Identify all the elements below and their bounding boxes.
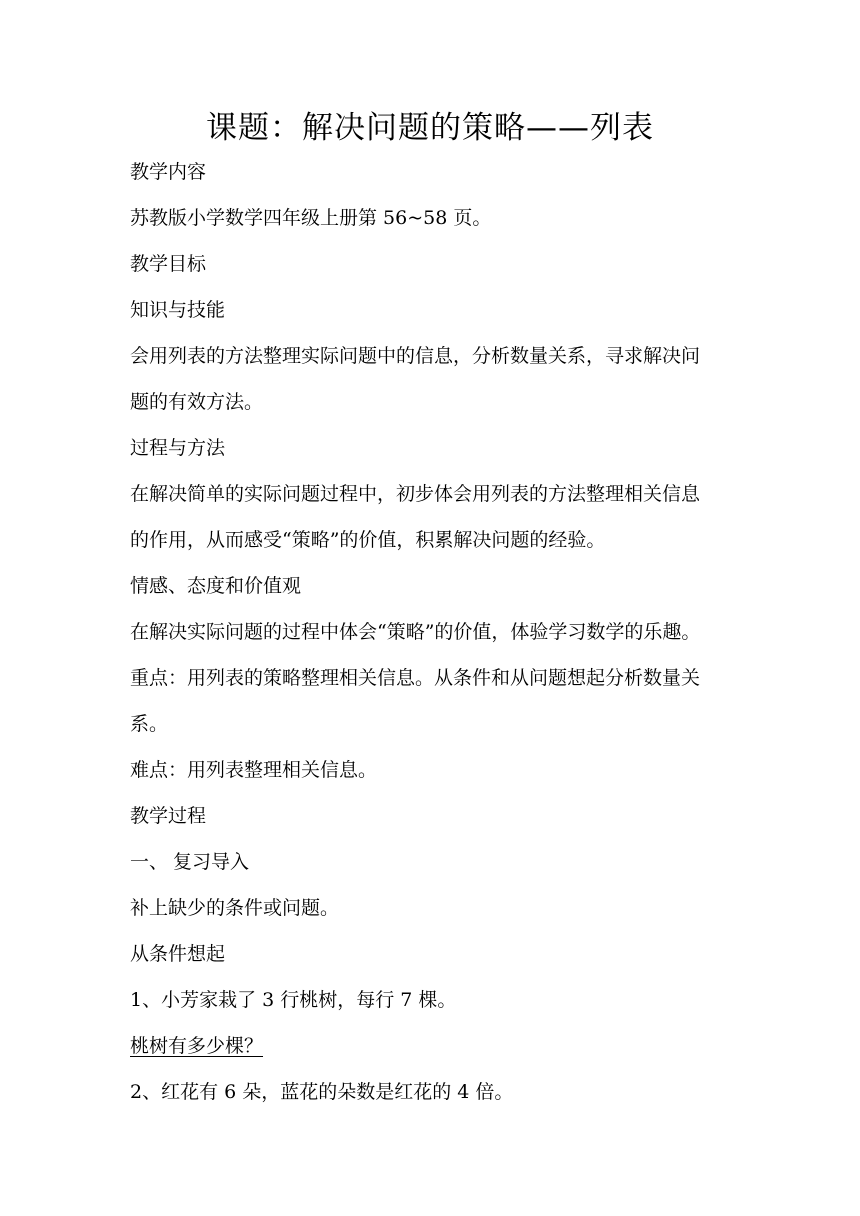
- heading-teaching-content: 教学内容: [130, 161, 207, 183]
- text-fill-missing: 补上缺少的条件或问题。: [130, 897, 340, 919]
- section-number: 一、: [130, 851, 169, 873]
- text-process-method-1: 在解决简单的实际问题过程中，初步体会用列表的方法整理相关信息: [130, 483, 701, 505]
- section-review-intro: [130, 849, 249, 875]
- heading-teaching-process: 教学过程: [130, 805, 207, 827]
- text-key-point-2: 系。: [130, 713, 169, 735]
- text-item-1: 1、小芳家栽了 3 行桃树，每行 7 棵。: [130, 989, 457, 1011]
- text-from-conditions: 从条件想起: [130, 943, 226, 965]
- subheading-knowledge-skills: 知识与技能: [130, 299, 226, 321]
- section-title: 复习导入: [173, 851, 250, 873]
- heading-teaching-goals: 教学目标: [130, 253, 207, 275]
- text-emotion-attitude: 在解决实际问题的过程中体会“策略”的价值，体验学习数学的乐趣。: [130, 621, 701, 643]
- text-key-point-1: 重点：用列表的策略整理相关信息。从条件和从问题想起分析数量关: [130, 667, 701, 689]
- subheading-emotion-attitude: 情感、态度和价值观: [130, 575, 302, 597]
- document-title: 课题：解决问题的策略——列表: [206, 110, 654, 146]
- subheading-process-method: 过程与方法: [130, 437, 226, 459]
- text-knowledge-skills-2: 题的有效方法。: [130, 391, 264, 413]
- text-process-method-2: 的作用，从而感受“策略”的价值，积累解决问题的经验。: [130, 529, 606, 551]
- text-answer-question-underlined: 桃树有多少棵？: [130, 1035, 264, 1057]
- text-textbook-pages: 苏教版小学数学四年级上册第 56~58 页。: [130, 207, 492, 229]
- text-knowledge-skills-1: 会用列表的方法整理实际问题中的信息，分析数量关系，寻求解决问: [130, 345, 701, 367]
- text-item-2: 2、红花有 6 朵，蓝花的朵数是红花的 4 倍。: [130, 1081, 514, 1103]
- text-difficult-point: 难点：用列表整理相关信息。: [130, 759, 378, 781]
